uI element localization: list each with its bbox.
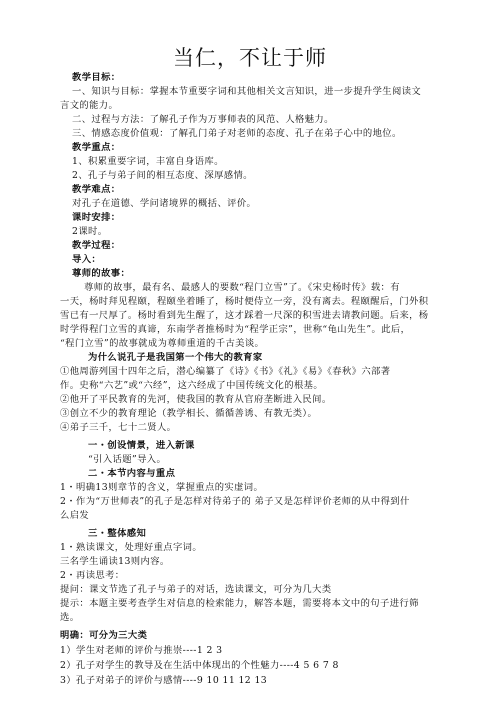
difficulty-1: 对孔子在道德、学问诸境界的概括、评价。 — [72, 198, 257, 209]
heading-section-1: 一・创设情景，进入新课 — [88, 440, 195, 451]
heading-section-3: 三・整体感知 — [88, 528, 147, 539]
heading-difficulties: 教学难点： — [72, 184, 121, 195]
heading-teaching-goals: 教学目标： — [72, 72, 121, 83]
section-3-item-1: 1・熟读课文，处理好重点字词。 — [60, 542, 203, 553]
question-text: 提问：课文节选了孔子与弟子的对话，选读课文，可分为几大类 — [60, 584, 332, 595]
heading-schedule: 课时安排： — [72, 212, 121, 223]
key-point-2: 2、孔子与弟子间的相互态度、深厚感情。 — [72, 170, 253, 181]
goal-knowledge-cont: 言文的能力。 — [60, 100, 119, 111]
heading-intro: 导入： — [72, 254, 102, 265]
schedule-value: 2课时。 — [72, 226, 108, 237]
category-1: 1）学生对老师的评价与推崇----1 2 3 — [60, 645, 223, 656]
section-3-item-2: 2・再读思考： — [60, 570, 125, 581]
hint-text: 提示：本题主要考查学生对信息的检索能力，解答本题，需要将本文中的句子进行筛 — [60, 598, 419, 609]
hint-text-cont: 选。 — [60, 612, 80, 623]
educator-point-4: ④弟子三千，七十二贤人。 — [60, 422, 177, 433]
section-3-item-1-note: 三名学生诵读13则内容。 — [60, 556, 170, 567]
heading-clarify: 明确：可分为三大类 — [60, 630, 148, 641]
goal-values: 三、情感态度价值观：了解孔门弟子对老师的态度、孔子在弟子心中的地位。 — [72, 128, 402, 139]
category-3: 3）孔子对弟子的评价与感情----9 10 11 12 13 — [60, 675, 268, 686]
educator-point-1-cont: 作。史称“六艺”或“六经”，这六经成了中国传统文化的根基。 — [60, 380, 324, 391]
story-line-4: 时学得程门立雪的真谛，东南学者推杨时为“程学正宗”，世称“龟山先生”。此后， — [60, 324, 411, 335]
category-2: 2）孔子对学生的教导及在生活中体现出的个性魅力----4 5 6 7 8 — [60, 660, 339, 671]
heading-key-points: 教学重点： — [72, 142, 121, 153]
story-line-5: “程门立雪”的故事就成为尊师重道的千古美谈。 — [60, 338, 265, 349]
document-title: 当仁，不让于师 — [173, 46, 327, 70]
section-2-item-2-cont: 么启发 — [60, 510, 90, 521]
heading-process: 教学过程： — [72, 240, 121, 251]
heading-confucius-educator: 为什么说孔子是我国第一个伟大的教育家 — [88, 352, 263, 363]
educator-point-3: ③创立不少的教育理论（教学相长、循循善诱、有教无类）。 — [60, 408, 318, 419]
section-2-item-1: 1・明确13则章节的含义，掌握重点的实虚词。 — [60, 482, 264, 493]
heading-story: 尊师的故事： — [72, 268, 131, 279]
educator-point-2: ②他开了平民教育的先河，使我国的教育从官府垄断进入民间。 — [60, 394, 332, 405]
story-line-3: 雪已有一尺厚了。杨时看到先生醒了，这才踩着一尺深的积雪进去请教问题。后来，杨 — [60, 310, 429, 321]
goal-process: 二、过程与方法：了解孔子作为万事师表的风范、人格魅力。 — [72, 114, 334, 125]
heading-section-2: 二・本节内容与重点 — [88, 468, 176, 479]
key-point-1: 1、积累重要字词，丰富自身语库。 — [72, 156, 224, 167]
story-line-2: 一天，杨时拜见程颐，程颐坐着睡了，杨时便侍立一旁，没有离去。程颐醒后，门外积 — [60, 296, 429, 307]
section-1-text: “引入话题”导入。 — [88, 454, 167, 465]
educator-point-1: ①他周游列国十四年之后，潜心编纂了《诗》《书》《礼》《易》《春秋》六部著 — [60, 366, 391, 377]
story-line-1: 尊师的故事，最有名、最感人的要数“程门立雪”了。《宋史杨时传》载：有 — [84, 282, 400, 293]
section-2-item-2: 2・作为“万世师表”的孔子是怎样对待弟子的 弟子又是怎样评价老师的从中得到什 — [60, 496, 410, 507]
goal-knowledge: 一、知识与目标：掌握本节重要字词和其他相关文言知识，进一步提升学生阅读文 — [72, 86, 422, 97]
